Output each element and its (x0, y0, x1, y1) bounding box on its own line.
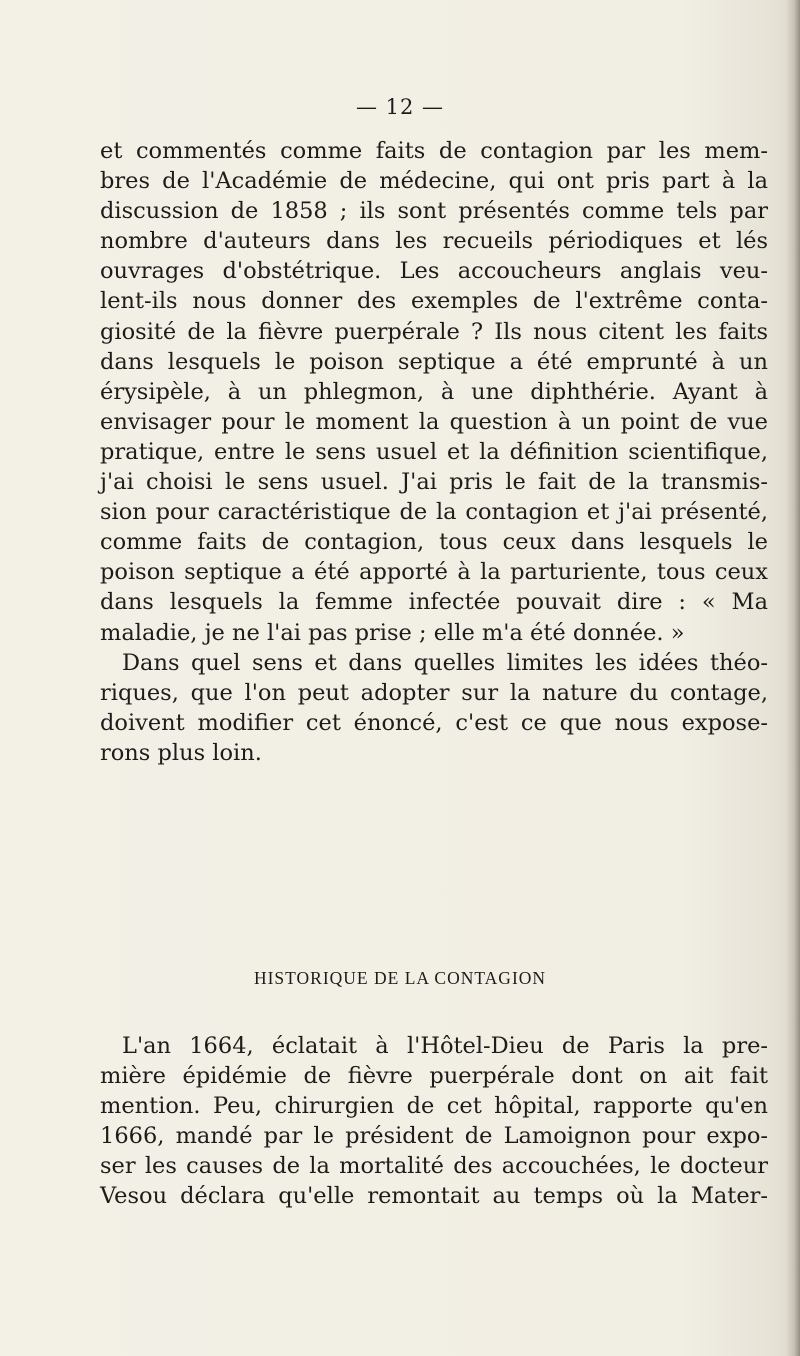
page-edge-shadow (786, 0, 800, 1356)
text-line: L'an 1664, éclatait à l'Hôtel-Dieu de Paris la pre- (122, 1033, 768, 1059)
text-line: nombre d'auteurs dans les recueils périodiques et lés (100, 228, 768, 255)
text-line: ouvrages d'obstétrique. Les accoucheurs anglais veu- (100, 258, 768, 285)
text-line: rons plus loin. (100, 739, 262, 766)
text-line: érysipèle, à un phlegmon, à une diphthérie. Ayant à (100, 378, 768, 405)
text-line: giosité de la fièvre puerpérale ? Ils nous citent les faits (100, 318, 768, 345)
text-line: Dans quel sens et dans quelles limites les idées théo- (122, 649, 768, 676)
text-line: et commentés comme faits de contagion par les mem- (100, 138, 768, 164)
text-line: ser les causes de la mortalité des accouchées, le docteur (100, 1153, 768, 1180)
body-text-upper (100, 136, 768, 768)
text-line: bres de l'Académie de médecine, qui ont pris part à la (100, 168, 768, 195)
text-line: maladie, je ne l'ai pas prise ; elle m'a été donnée. » (100, 619, 685, 646)
text-line: 1666, mandé par le président de Lamoignon pour expo- (100, 1123, 768, 1150)
text-line: doivent modifier cet énoncé, c'est ce que nous expose- (100, 709, 768, 736)
text-line: sion pour caractéristique de la contagion et j'ai présenté, (100, 499, 768, 526)
text-line: dans lesquels la femme infectée pouvait dire : « Ma (100, 589, 768, 616)
text-line: lent-ils nous donner des exemples de l'extrême conta- (100, 288, 768, 315)
text-line: discussion de 1858 ; ils sont présentés comme tels par (100, 198, 768, 225)
page-number: — 12 — (355, 95, 445, 119)
text-line: comme faits de contagion, tous ceux dans lesquels le (100, 529, 768, 556)
text-line: j'ai choisi le sens usuel. J'ai pris le fait de la transmis- (100, 469, 768, 496)
section-heading: HISTORIQUE DE LA CONTAGION (253, 968, 547, 988)
text-line: mention. Peu, chirurgien de cet hôpital, rapporte qu'en (100, 1093, 768, 1120)
text-line: mière épidémie de fièvre puerpérale dont on ait fait (100, 1063, 768, 1090)
body-text-lower (100, 1031, 768, 1212)
text-line: dans lesquels le poison septique a été emprunté à un (100, 348, 768, 375)
text-line: envisager pour le moment la question à un point de vue (100, 408, 768, 435)
text-line: Vesou déclara qu'elle remontait au temps où la Mater- (100, 1183, 768, 1210)
text-line: pratique, entre le sens usuel et la définition scientifique, (100, 438, 768, 465)
text-line: riques, que l'on peut adopter sur la nature du contage, (100, 679, 768, 706)
text-line: poison septique a été apporté à la parturiente, tous ceux (100, 559, 768, 586)
